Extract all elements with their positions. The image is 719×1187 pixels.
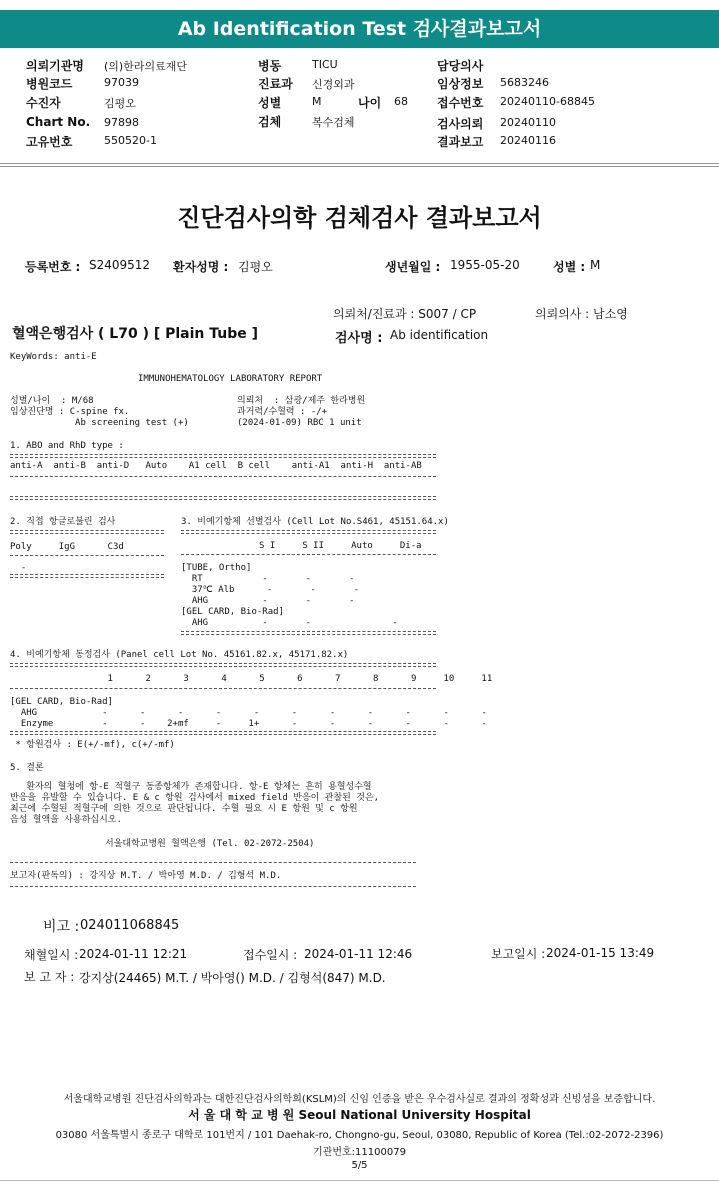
diagnosis: 임상진단명 : C-spine fx. Ab screening test (+) (10, 407, 189, 428)
rule (10, 886, 416, 887)
rule (181, 530, 436, 534)
lab-title: IMMUNOHEMATOLOGY LABORATORY REPORT (138, 374, 323, 384)
hdr-label: 병원코드 (26, 77, 73, 91)
s5-title: 5. 결론 (10, 763, 44, 773)
s3-columns: S I S II Auto Di-a (259, 541, 422, 551)
name-value: 김평오 (238, 260, 273, 274)
antigen-test: * 항원검사 : E(+/-mf), c(+/-mf) (10, 740, 175, 750)
institution-number: 기관번호:11100079 (313, 1147, 406, 1158)
reporter-label: 보 고 자 : (24, 970, 75, 984)
sex-age: 성별/나이 : M/68 (10, 396, 94, 406)
referral-hospital: 의뢰처 : 삼광/제주 한라병원 과거력/수혈력 : -/+ (2024-01-09) RBC 1 unit (237, 396, 366, 428)
s3-body: [TUBE, Ortho] RT - - - 37℃ Alb - - - AHG - - - [GEL CARD, Bio-Rad] AHG - - - (181, 563, 398, 628)
s5-body: 환자의 혈청에 항-E 적혈구 동종항체가 존재합니다. 항-E 항체는 흔히 용혈성수혈 반응을 유발할 수 있습니다. E & c 항원 검사에서 mixed field 반응이 관찰된 것은, 최근에 수혈된 적혈구에 의한 것으로 판단됩니다. 수혈 필요 시 E 항원 및 c 항원 음성 혈액을 사용하십시오. (10, 782, 380, 825)
report-banner: Ab Identification Test 검사결과보고서 (0, 10, 719, 48)
reporter-value: 강지상(24465) M.T. / 박아영() M.D. / 김형석(847) M.D. (79, 971, 386, 985)
hdr-label: 수진자 (26, 96, 61, 110)
hdr-label: 성별 (258, 96, 282, 110)
s2-columns: Poly IgG C3d (10, 542, 124, 552)
remark-label: 비고 : (43, 919, 80, 935)
hdr-label: 담당의사 (437, 59, 484, 73)
hdr-value: 5683246 (500, 76, 549, 89)
dob-value: 1955-05-20 (450, 258, 520, 272)
rule (10, 555, 164, 556)
s3-title: 3. 비예기항체 선별검사 (Cell Lot No.S461, 45151.64.x) (181, 517, 449, 527)
reg-value: S2409512 (89, 258, 151, 272)
test-name-value: Ab identification (390, 328, 489, 342)
hdr-value: (의)한라의료재단 (104, 60, 187, 73)
footer-divider (0, 1180, 719, 1181)
rule (10, 476, 436, 477)
hdr-value: 복수검체 (312, 116, 355, 129)
hdr-value: 97898 (104, 116, 139, 129)
hdr-label: 나이 (358, 96, 382, 110)
s2-value: - (10, 563, 27, 573)
hdr-label: Chart No. (26, 115, 91, 129)
hdr-label: 접수번호 (437, 96, 484, 110)
hdr-value: 97039 (104, 76, 139, 89)
rule (10, 663, 436, 667)
reg-label: 등록번호 : (25, 260, 81, 274)
reporter-mono: 보고자(판독의) : 강지상 M.T. / 박아영 M.D. / 김형석 M.D. (10, 871, 282, 881)
name-label: 환자성명 : (173, 260, 229, 274)
sex-value: M (590, 258, 601, 272)
dob-label: 생년월일 : (385, 260, 441, 274)
hdr-label: 진료과 (258, 77, 293, 91)
hdr-label: 결과보고 (437, 135, 484, 149)
hospital-address: 03080 서울특별시 종로구 대학로 101번지 / 101 Daehak-ro, Chongno-gu, Seoul, 03080, Republic of Korea (Tel.:02-2072-2396) (55, 1130, 664, 1141)
test-name-label: 검사명 : (335, 331, 383, 346)
s4-body: [GEL CARD, Bio-Rad] AHG - - - - - - - - - - - Enzyme - - 2+mf - 1+ - - - - - - (10, 697, 487, 729)
rule (10, 862, 416, 863)
test-code: 혈액은행검사 ( L70 ) [ Plain Tube ] (12, 326, 259, 342)
hdr-value: TICU (312, 58, 338, 71)
rule (10, 688, 436, 689)
rule (181, 554, 436, 555)
hdr-value: 20240116 (500, 134, 556, 147)
dept-line: 의뢰처/진료과 : S007 / CP (333, 307, 477, 321)
s2-title: 2. 직접 항글로불린 검사 (10, 517, 116, 527)
hdr-value: 20240110-68845 (500, 95, 595, 108)
report-label: 보고일시 : (491, 947, 546, 961)
hdr-label: 병동 (258, 59, 282, 73)
sex-label: 성별 : (553, 260, 586, 274)
hdr-label: 검체 (258, 115, 282, 129)
collect-label: 채혈일시 : (24, 948, 79, 962)
s1-columns: anti-A anti-B anti-D Auto A1 cell B cell anti-A1 anti-H anti-AB (10, 461, 422, 471)
doctor-line: 의뢰의사 : 남소영 (535, 307, 628, 321)
keywords: KeyWords: anti-E (10, 352, 97, 362)
hospital-name: 서 울 대 학 교 병 원 Seoul National University Hospital (188, 1108, 531, 1122)
hdr-value: M (312, 95, 322, 108)
collect-value: 2024-01-11 12:21 (79, 947, 188, 961)
hdr-value: 김평오 (104, 97, 136, 110)
report-value: 2024-01-15 13:49 (546, 946, 655, 960)
rule (10, 496, 436, 500)
hdr-label: 임상정보 (437, 77, 484, 91)
receive-value: 2024-01-11 12:46 (304, 947, 413, 961)
page-number: 5/5 (351, 1160, 368, 1171)
hdr-value: 68 (394, 95, 408, 108)
certification-note: 서울대학교병원 진단검사의학과는 대한진단검사의학회(KSLM)의 신임 인증을 받은 우수검사실로 결과의 정확성과 신빙성을 보증합니다. (63, 1094, 656, 1105)
rule (10, 530, 164, 534)
hdr-label: 검사의뢰 (437, 117, 484, 131)
rule (10, 731, 436, 735)
receive-label: 접수일시 : (243, 948, 298, 962)
header-divider (0, 163, 719, 164)
hdr-value: 신경외과 (312, 78, 355, 91)
header-divider (0, 166, 719, 167)
s4-columns: 1 2 3 4 5 6 7 8 9 10 11 (10, 674, 493, 684)
hdr-label: 의뢰기관명 (26, 59, 84, 73)
rule (10, 454, 436, 458)
remark-value: 024011068845 (80, 918, 180, 933)
hdr-value: 550520-1 (104, 134, 157, 147)
s1-title: 1. ABO and RhD type : (10, 441, 124, 451)
hdr-label: 고유번호 (26, 135, 73, 149)
blood-bank: 서울대학교병원 혈액은행 (Tel. 02-2072-2504) (105, 839, 315, 849)
hdr-value: 20240110 (500, 116, 556, 129)
rule (10, 574, 164, 578)
s4-title: 4. 비예기항체 동정검사 (Panel cell Lot No. 45161.82.x, 45171.82.x) (10, 650, 349, 660)
rule (181, 631, 436, 635)
report-title: 진단검사의학 검체검사 결과보고서 (177, 204, 542, 232)
